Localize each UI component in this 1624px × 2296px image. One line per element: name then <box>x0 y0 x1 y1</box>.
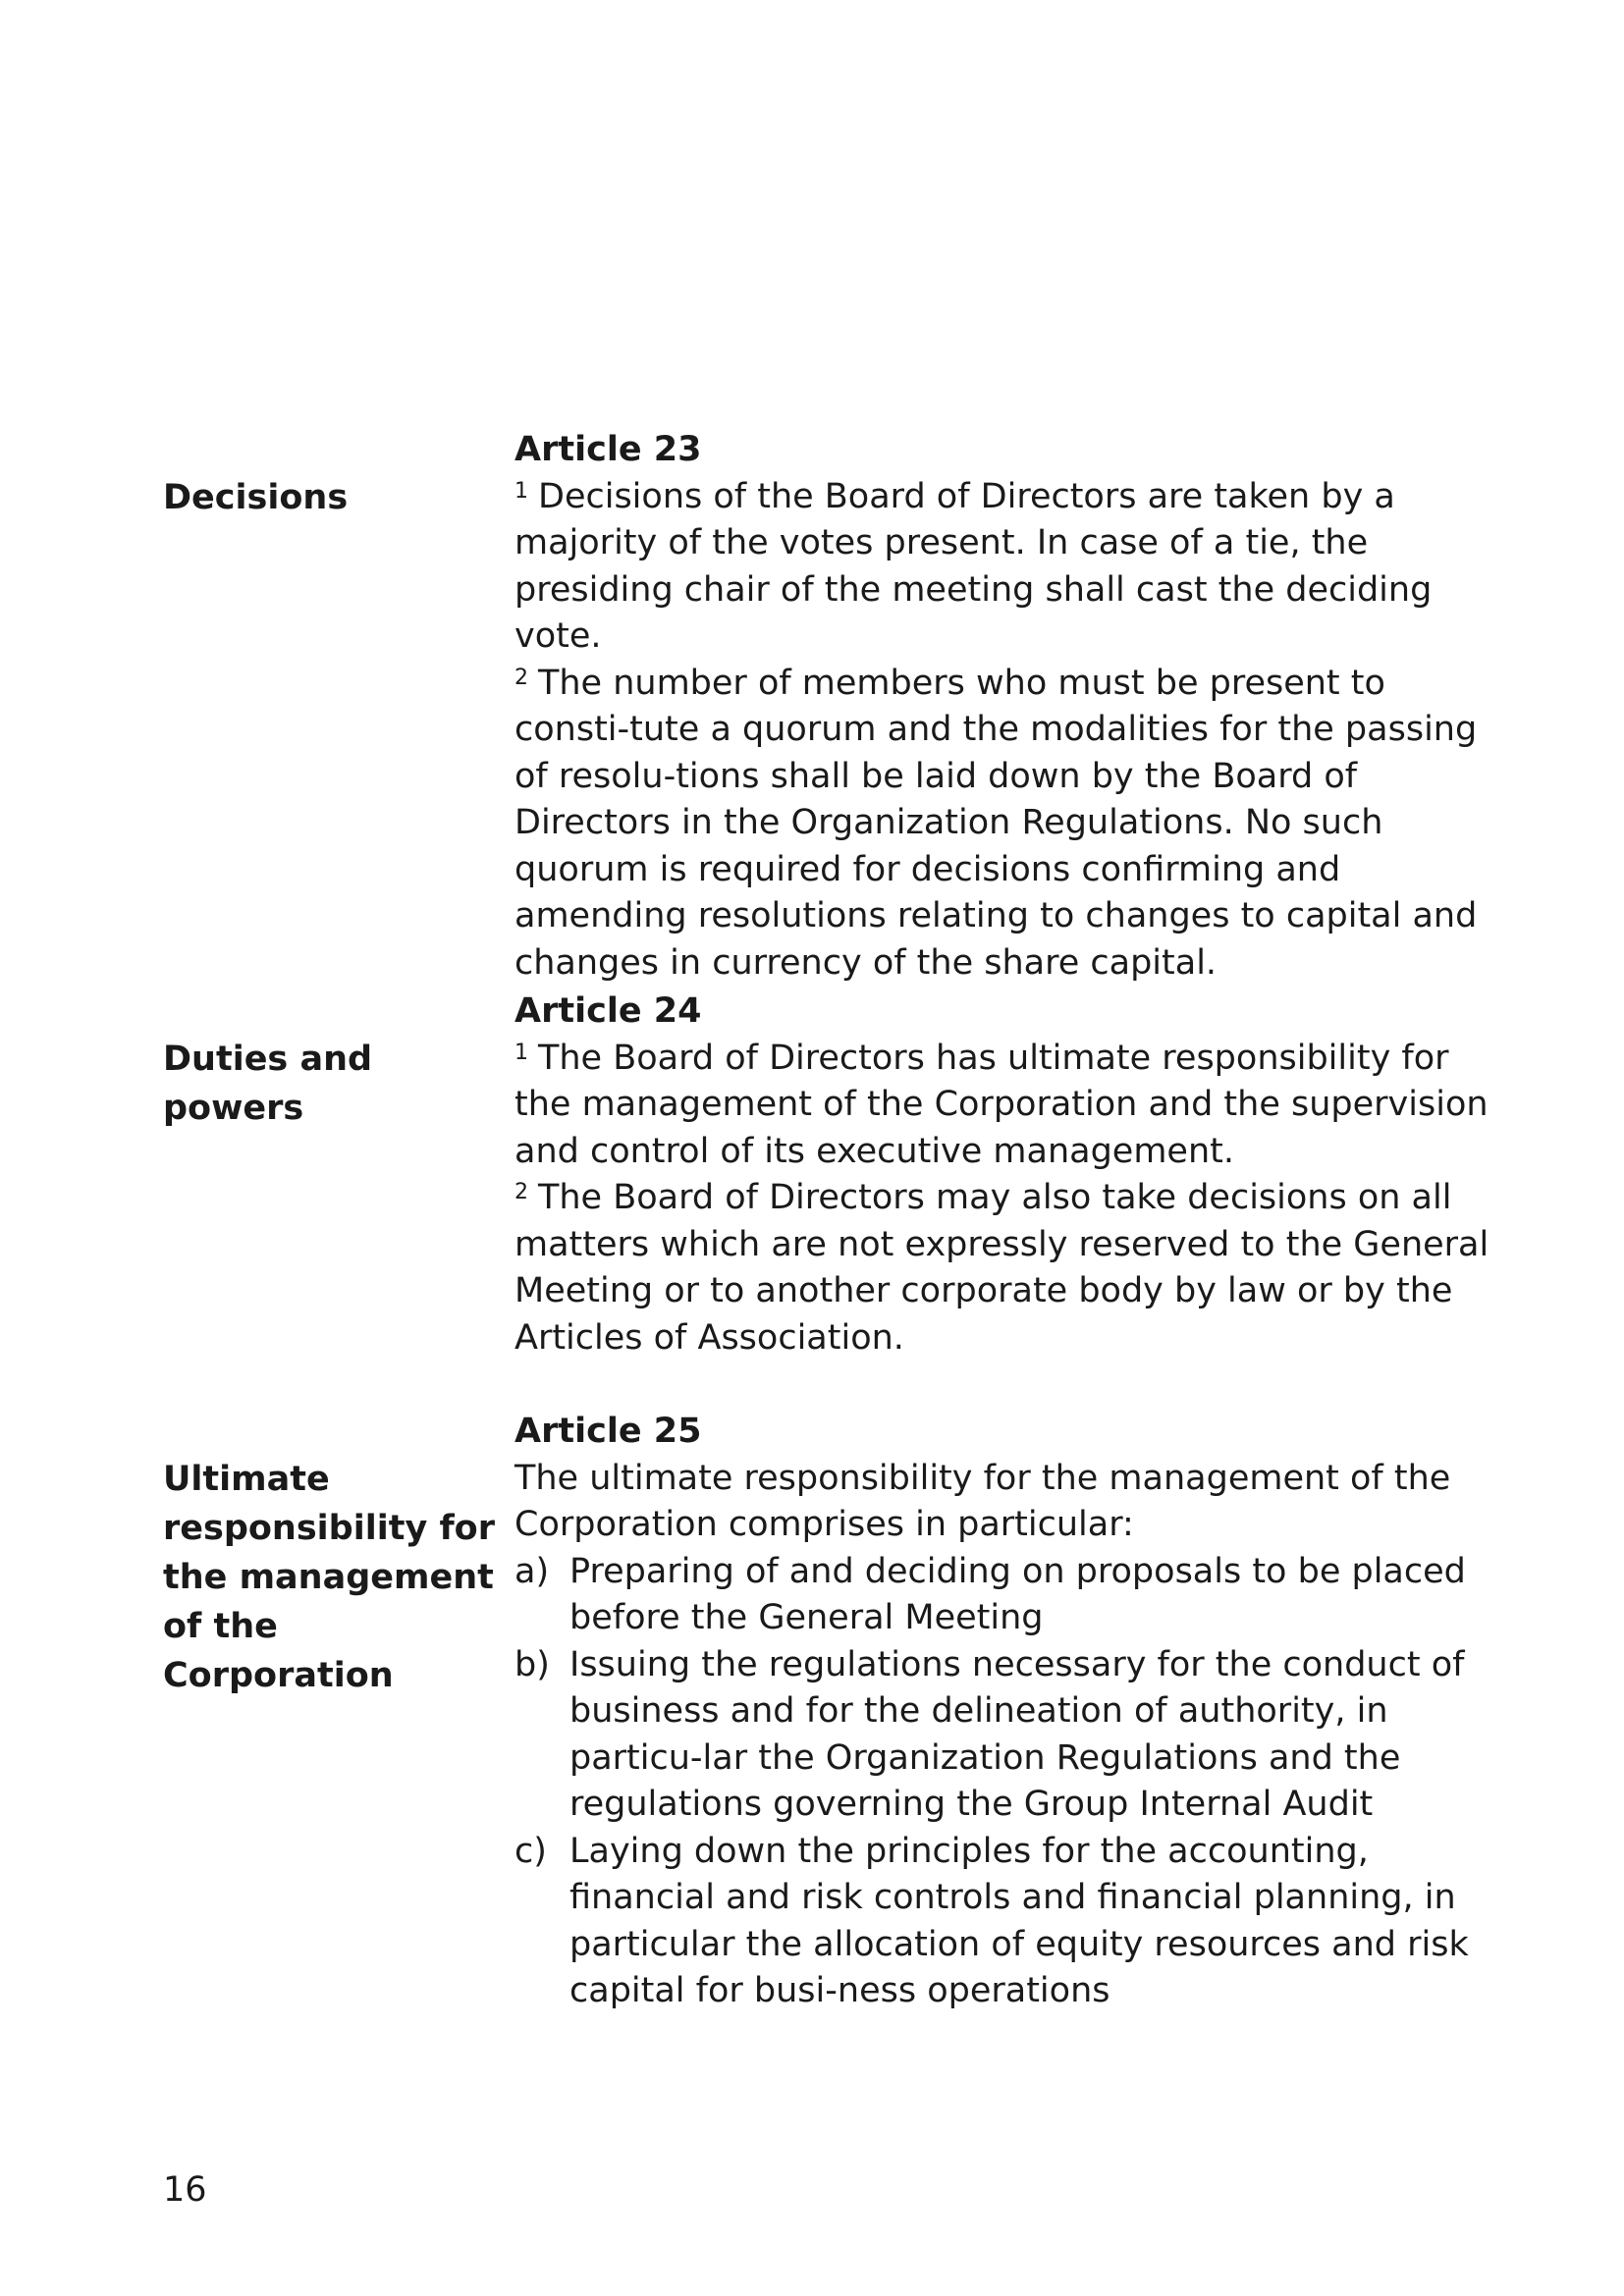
list-item-c <box>514 1829 1496 2015</box>
list-marker: a) <box>514 1551 550 1591</box>
paragraph-text: Decisions of the Board of Directors are taken by a majority of the votes present. In case of a tie, the presiding chair of the meeting shall cast the deciding vote. <box>514 476 1433 656</box>
list-marker: b) <box>514 1644 550 1684</box>
article-23-paragraph-2 <box>514 661 1496 988</box>
list-item-b <box>514 1642 1496 1829</box>
footnote-number: 1 <box>514 478 528 504</box>
page-number: 16 <box>163 2170 207 2210</box>
article-25-intro: The ultimate responsibility for the management of the Corporation comprises in particular: <box>514 1458 1451 1544</box>
article-24-paragraph-1 <box>514 1036 1496 1176</box>
footnote-number: 1 <box>514 1040 528 1065</box>
paragraph-text: The Board of Directors may also take decisions on all matters which are not expressly reserved to the General Meeting or to another corporate body by law or by the Articles of Association. <box>514 1178 1489 1358</box>
side-label-decisions: Decisions <box>163 478 349 517</box>
footnote-number: 2 <box>514 665 528 690</box>
article-24-body <box>514 988 1496 1362</box>
article-23-paragraph-1 <box>514 474 1496 661</box>
list-item-a <box>514 1549 1496 1642</box>
article-25-body <box>514 1409 1496 2015</box>
article-23-body <box>514 427 1496 987</box>
article-25-heading: Article 25 <box>514 1412 702 1451</box>
list-item-text: Laying down the principles for the accounting, financial and risk controls and financial planning, in particular the allocation of equity resources and risk capital for busi-ness operations <box>569 1831 1469 2010</box>
article-24-paragraph-2 <box>514 1175 1496 1362</box>
paragraph-text: The number of members who must be present to consti-tute a quorum and the modalities for the passing of resolu-tions shall be laid down by the Board of Directors in the Organization Regulations. No such quorum is required for decisions confirming and amending resolutions relating to changes to capital and changes in currency of the share capital. <box>514 663 1478 983</box>
paragraph-text: The Board of Directors has ultimate responsibility for the management of the Corporation and the supervision and control of its executive management. <box>514 1038 1489 1171</box>
article-24-heading: Article 24 <box>514 991 702 1031</box>
list-item-text: Preparing of and deciding on proposals to be placed before the General Meeting <box>569 1551 1466 1637</box>
list-item-text: Issuing the regulations necessary for the conduct of business and for the delineation of authority, in particu-lar the Organization Regulations and the regulations governing the Group Internal Audit <box>569 1644 1465 1824</box>
footnote-number: 2 <box>514 1180 528 1204</box>
side-label-ultimate-responsibility: Ultimate responsibility for the management of the Corporation <box>163 1460 495 1695</box>
side-label-duties-and-powers: Duties and powers <box>163 1040 373 1128</box>
list-marker: c) <box>514 1831 547 1871</box>
article-23-heading: Article 23 <box>514 430 702 469</box>
